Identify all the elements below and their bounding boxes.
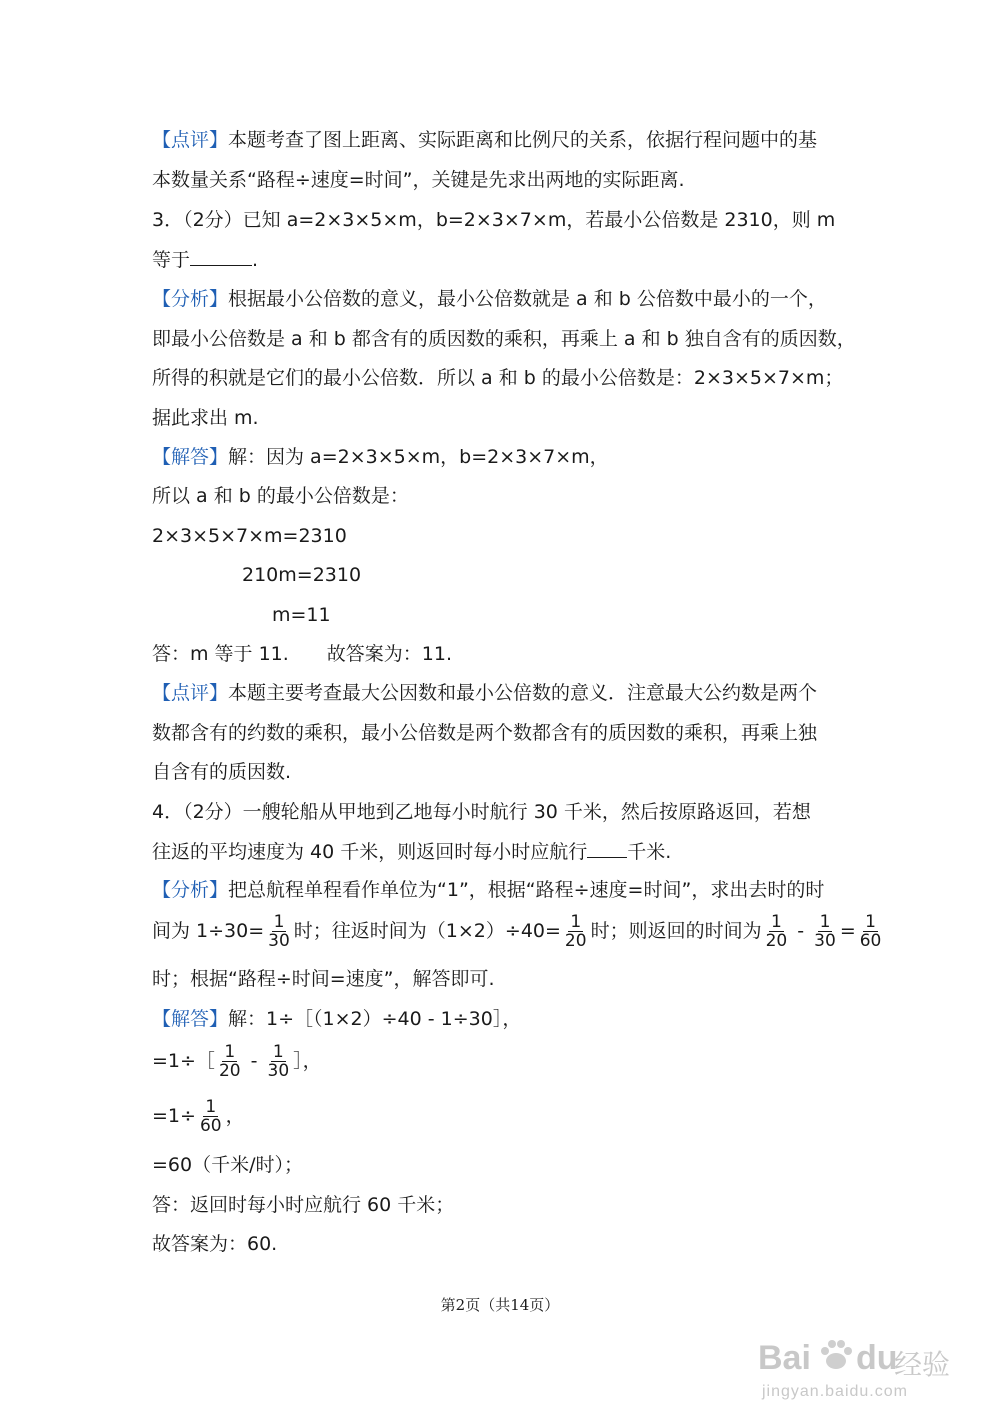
watermark-logo-2: du: [856, 1339, 898, 1377]
analysis-text: 把总航程单程看作单位为“1”，根据“路程÷速度=时间”，求出去时的时: [228, 879, 825, 901]
numerator: 1: [205, 1097, 217, 1117]
q4-analysis-line-1: [152, 878, 824, 902]
minus-sign: -: [797, 920, 805, 942]
fraction-1-30: [266, 1043, 292, 1080]
denominator: 60: [859, 931, 882, 951]
denominator: 30: [268, 931, 290, 951]
question-4-line-1: 4．（2分）一艘轮船从甲地到乙地每小时航行 30 千米，然后按原路返回，若想: [152, 801, 811, 823]
numerator: 1: [865, 912, 876, 932]
denominator: 60: [199, 1116, 222, 1136]
analysis-tag: 【分析】: [152, 879, 229, 901]
comment-tag: 【点评】: [152, 129, 229, 151]
question-4-unit: 千米.: [627, 841, 672, 863]
question-3-period: .: [252, 249, 259, 271]
fraction-1-60: [858, 913, 884, 950]
fraction-1-20: [217, 1043, 243, 1080]
equals-sign: =: [839, 920, 856, 942]
comment-text: 本题考查了图上距离、实际距离和比例尺的关系，依据行程问题中的基: [228, 129, 818, 151]
watermark-url: jingyan.baidu.com: [762, 1383, 908, 1400]
watermark-brand: 经验: [894, 1349, 951, 1380]
analysis-line-4: 据此求出 m.: [152, 407, 259, 429]
answer-text: =1÷［: [152, 1050, 215, 1072]
q4-analysis-line-3: 时；根据“路程÷时间=速度”，解答即可.: [152, 968, 495, 990]
page-footer: 第2页（共14页）: [440, 1296, 560, 1314]
answer-tag: 【解答】: [152, 1008, 229, 1030]
fraction-1-30: [266, 913, 292, 950]
minus-sign: -: [244, 1050, 264, 1072]
fraction-1-60: [198, 1098, 224, 1135]
q4-answer-line-4: =60（千米/时）；: [152, 1154, 303, 1176]
answer-line-2: 所以 a 和 b 的最小公倍数是：: [152, 485, 409, 507]
analysis-tag: 【分析】: [152, 288, 229, 310]
answer-blank: [190, 247, 252, 266]
answer-line-5: m=11: [272, 604, 331, 626]
answer-line-3: 2×3×5×7×m=2310: [152, 525, 347, 547]
question-3-text: 等于: [152, 249, 191, 271]
numerator: 1: [273, 912, 285, 932]
denominator: 30: [267, 1061, 290, 1081]
answer-text: 解：1÷［（1×2）÷40 - 1÷30］，: [228, 1008, 522, 1030]
denominator: 20: [218, 1061, 241, 1081]
comment-line-1: [152, 128, 817, 152]
watermark-logo: Bai: [758, 1339, 811, 1377]
comment-2-line-3: 自含有的质因数.: [152, 761, 292, 783]
comment-2-line-2: 数都含有的约数的乘积，最小公倍数是两个数都含有的质因数的乘积，再乘上独: [152, 722, 818, 744]
denominator: 20: [564, 931, 587, 951]
comment-2-line-1: [152, 681, 817, 705]
q4-answer-line-6: 故答案为：60.: [152, 1233, 278, 1255]
analysis-text: 间为 1÷30=: [152, 920, 265, 942]
numerator: 1: [770, 912, 782, 932]
numerator: 1: [272, 1042, 284, 1062]
question-4-line-2: [152, 839, 671, 864]
fraction-1-30: [812, 913, 838, 950]
answer-line-4: 210m=2310: [242, 564, 362, 586]
q4-answer-line-1: [152, 1007, 521, 1031]
analysis-line-1: [152, 287, 827, 311]
question-3-line-1: 3．（2分）已知 a=2×3×5×m，b=2×3×7×m，若最小公倍数是 2310，则 m: [152, 209, 836, 231]
baidu-watermark: [752, 1325, 952, 1405]
answer-line-1: [152, 445, 609, 469]
analysis-text: 时；则返回的时间为: [590, 920, 762, 942]
denominator: 20: [765, 931, 788, 951]
question-3-line-2: [152, 247, 258, 272]
answer-blank: [587, 839, 627, 858]
q4-answer-line-2: [152, 1041, 322, 1081]
q4-analysis-line-2: [152, 911, 885, 951]
comment-tag: 【点评】: [152, 682, 229, 704]
denominator: 30: [814, 931, 836, 951]
answer-line-6: 答：m 等于 11. 故答案为：11.: [152, 643, 453, 665]
answer-text: ］，: [293, 1050, 322, 1072]
analysis-line-2: 即最小公倍数是 a 和 b 都含有的质因数的乘积，再乘上 a 和 b 独自含有的质因数，: [152, 328, 856, 350]
paw-icon: [816, 1335, 856, 1375]
q4-answer-line-5: 答：返回时每小时应航行 60 千米；: [152, 1194, 455, 1216]
answer-tag: 【解答】: [152, 446, 229, 468]
analysis-line-3: 所得的积就是它们的最小公倍数．所以 a 和 b 的最小公倍数是：2×3×5×7×m；: [152, 367, 844, 389]
comment-text: 本题主要考查最大公因数和最小公倍数的意义．注意最大公约数是两个: [228, 682, 818, 704]
analysis-text: 根据最小公倍数的意义，最小公倍数就是 a 和 b 公倍数中最小的一个，: [228, 288, 827, 310]
fraction-1-20: [764, 913, 790, 950]
answer-text: 解：因为 a=2×3×5×m，b=2×3×7×m，: [228, 446, 609, 468]
numerator: 1: [819, 912, 831, 932]
analysis-text: 时；往返时间为（1×2）÷40=: [293, 920, 561, 942]
q4-answer-line-3: [152, 1096, 245, 1136]
answer-text: =1÷: [152, 1105, 196, 1127]
answer-text: ，: [225, 1105, 245, 1127]
comment-line-2: 本数量关系“路程÷速度=时间”，关键是先求出两地的实际距离.: [152, 169, 685, 191]
numerator: 1: [570, 912, 582, 932]
numerator: 1: [224, 1042, 236, 1062]
fraction-1-20: [563, 913, 589, 950]
question-4-text: 往返的平均速度为 40 千米，则返回时每小时应航行: [152, 841, 588, 863]
